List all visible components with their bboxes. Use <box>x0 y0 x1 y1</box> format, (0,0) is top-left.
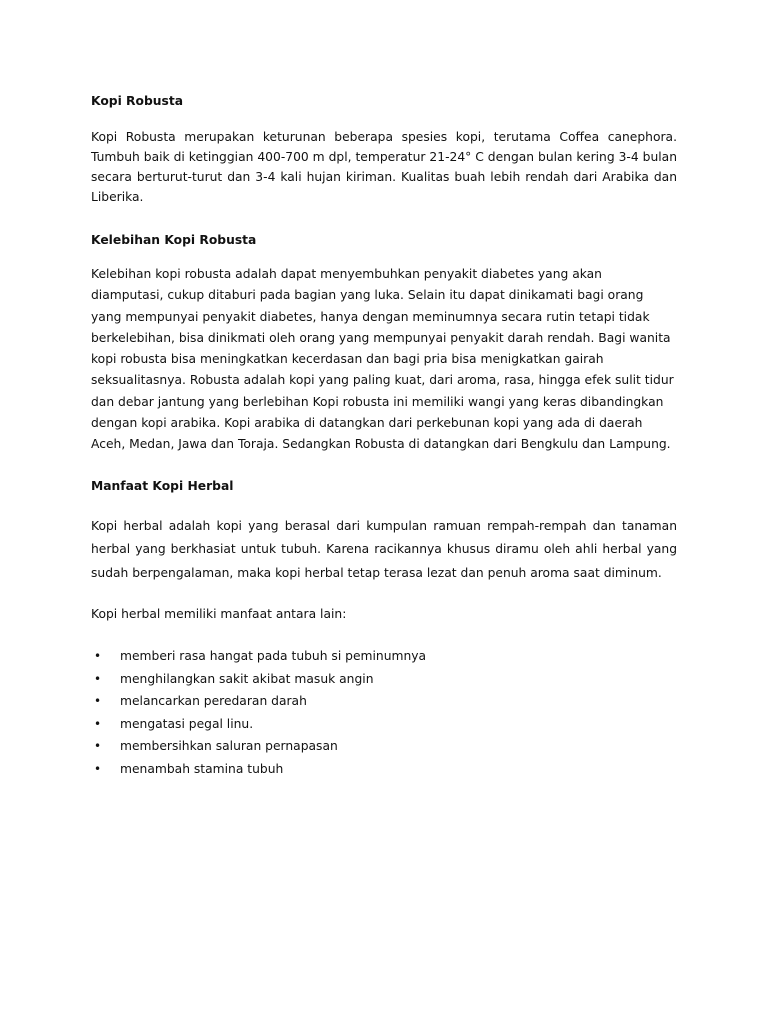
list-item <box>91 645 677 668</box>
list-item <box>91 690 677 713</box>
paragraph-kelebihan-kopi-robusta: Kelebihan kopi robusta adalah dapat menyembuhkan penyakit diabetes yang akan diamputasi, cukup ditaburi pada bagian yang luka. Selain itu dapat dinikamati bagi orang yang mempunyai penyakit diabetes, hanya dengan meminumnya secara rutin tetapi tidak berkelebihan, bisa dinikmati oleh orang yang mempunyai penyakit darah rendah. Bagi wanita kopi robusta bisa meningkatkan kecerdasan dan bagi pria bisa menigkatkan gairah seksualitasnya. Robusta adalah kopi yang paling kuat, dari aroma, rasa, hingga efek sulit tidur dan debar jantung yang berlebihan Kopi robusta ini memiliki wangi yang keras dibandingkan dengan kopi arabika. Kopi arabika di datangkan dari perkebunan kopi yang ada di daerah Aceh, Medan, Jawa dan Toraja. Sedangkan Robusta di datangkan dari Bengkulu dan Lampung. <box>91 267 674 452</box>
list-item <box>91 668 677 691</box>
list-item <box>91 735 677 758</box>
list-item <box>91 758 677 781</box>
document-page <box>91 92 677 780</box>
list-item-text: membersihkan saluran pernapasan <box>120 739 338 754</box>
heading-kelebihan-kopi-robusta: Kelebihan Kopi Robusta <box>91 233 257 247</box>
bullet-icon: • <box>94 761 102 776</box>
list-item-text: menambah stamina tubuh <box>120 761 284 776</box>
heading-manfaat-kopi-herbal: Manfaat Kopi Herbal <box>91 478 234 493</box>
bullet-icon: • <box>94 739 102 754</box>
list-item-text: memberi rasa hangat pada tubuh si peminumnya <box>120 649 427 664</box>
bullet-icon: • <box>94 694 102 709</box>
heading-kopi-robusta: Kopi Robusta <box>91 94 184 108</box>
list-item-text: melancarkan peredaran darah <box>120 694 307 709</box>
bullet-icon: • <box>94 716 102 731</box>
bullet-icon: • <box>94 671 102 686</box>
list-intro: Kopi herbal memiliki manfaat antara lain: <box>91 607 347 622</box>
paragraph-kopi-robusta: Kopi Robusta merupakan keturunan beberapa spesies kopi, terutama Coffea canephora. Tumbuh baik di ketinggian 400-700 m dpl, temperatur 21-24° C dengan bulan kering 3-4 bulan secara berturut-turut dan 3-4 kali hujan kiriman. Kualitas buah lebih rendah dari Arabika dan Liberika. <box>91 130 677 204</box>
list-item-text: mengatasi pegal linu. <box>120 716 254 731</box>
list-item-text: menghilangkan sakit akibat masuk angin <box>120 671 374 686</box>
list-item <box>91 713 677 736</box>
benefits-list <box>91 645 677 780</box>
paragraph-manfaat-kopi-herbal: Kopi herbal adalah kopi yang berasal dari kumpulan ramuan rempah-rempah dan tanaman herbal yang berkhasiat untuk tubuh. Karena racikannya khusus diramu oleh ahli herbal yang sudah berpengalaman, maka kopi herbal tetap terasa lezat dan penuh aroma saat diminum. <box>91 518 677 580</box>
bullet-icon: • <box>94 649 102 664</box>
